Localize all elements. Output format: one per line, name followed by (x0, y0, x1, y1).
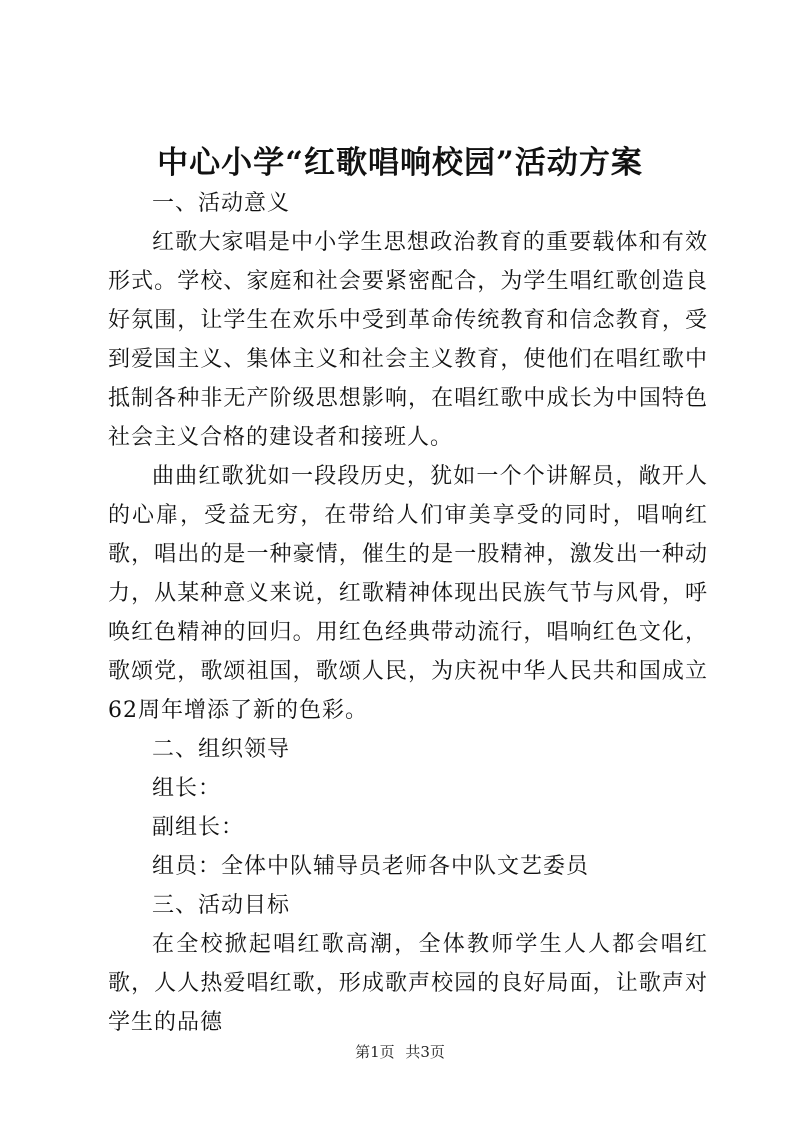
document-body (108, 184, 708, 1042)
document-title: 中心小学“红歌唱响校园”活动方案 (157, 145, 643, 181)
section-heading-goals: 三、活动目标 (152, 893, 291, 918)
page-total: 共3页 (405, 1043, 445, 1061)
paragraph-goals: 在全校掀起唱红歌高潮，全体教师学生人人都会唱红歌，人人热爱唱红歌，形成歌声校园的良好局面，让歌声对学生的品德 (108, 932, 708, 1035)
paragraph-significance-2: 曲曲红歌犹如一段段历史，犹如一个个讲解员，敞开人的心扉，受益无穷，在带给人们审美享受的同时，唱响红歌，唱出的是一种豪情，催生的是一股精神，激发出一种动力，从某种意义来说，红歌精神体现出民族气节与风骨，呼唤红色精神的回归。用红色经典带动流行，唱响红色文化，歌颂党，歌颂祖国，歌颂人民，为庆祝中华人民共和国成立62周年增添了新的色彩。 (108, 464, 708, 723)
page-footer (0, 1042, 800, 1062)
section-heading-significance: 一、活动意义 (152, 191, 291, 216)
leader-line: 组长： (152, 776, 222, 801)
page-number: 第1页 (355, 1043, 395, 1061)
paragraph-significance-1: 红歌大家唱是中小学生思想政治教育的重要载体和有效形式。学校、家庭和社会要紧密配合，为学生唱红歌创造良好氛围，让学生在欢乐中受到革命传统教育和信念教育，受到爱国主义、集体主义和社会主义教育，使他们在唱红歌中抵制各种非无产阶级思想影响，在唱红歌中成长为中国特色社会主义合格的建设者和接班人。 (108, 230, 708, 450)
section-heading-organization: 二、组织领导 (152, 737, 291, 762)
members-line: 组员：全体中队辅导员老师各中队文艺委员 (152, 854, 590, 879)
deputy-leader-line: 副组长： (152, 815, 245, 840)
